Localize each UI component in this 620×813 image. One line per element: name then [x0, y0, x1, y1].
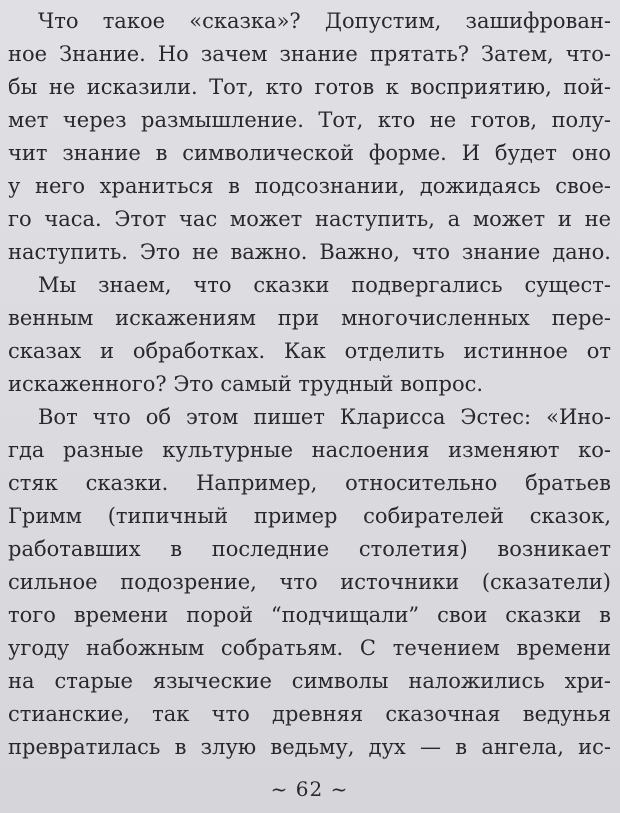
text-line: сильное подозрение, что источники (сказатели): [8, 570, 611, 594]
text-line: превратилась в злую ведьму, дух — в ангела, ис-: [8, 735, 611, 759]
text-line: стианские, так что древняя сказочная ведунья: [8, 702, 611, 726]
text-line: наступить. Это не важно. Важно, что знание дано.: [8, 240, 611, 264]
text-line: венным искажениям при многочисленных пере-: [8, 306, 611, 330]
text-line: гда разные культурные наслоения изменяют ко-: [8, 438, 611, 462]
text-line: стяк сказки. Например, относительно братьев: [8, 471, 611, 495]
paragraph: [8, 401, 611, 764]
text-line: Вот что об этом пишет Кларисса Эстес: «Ино-: [38, 405, 611, 429]
text-line: у него храниться в подсознании, дожидаясь свое-: [8, 174, 611, 198]
text-line: угоду набожным собратьям. С течением времени: [8, 636, 611, 660]
paragraph: [8, 269, 611, 401]
paragraph: [8, 5, 611, 269]
text-line: того времени порой “подчищали” свои сказки в: [8, 603, 611, 627]
text-line: работавших в последние столетия) возникает: [8, 537, 611, 561]
text-line: чит знание в символической форме. И будет оно: [8, 141, 611, 165]
text-line: сказах и обработках. Как отделить истинное от: [8, 339, 611, 363]
text-line: Гримм (типичный пример собирателей сказок,: [8, 504, 611, 528]
text-block: [8, 5, 611, 764]
text-line: го часа. Этот час может наступить, а может и не: [8, 207, 611, 231]
text-line: ное Знание. Но зачем знание прятать? Затем, что-: [8, 42, 611, 66]
text-line: Что такое «сказка»? Допустим, зашифрован-: [38, 9, 611, 33]
text-line: Мы знаем, что сказки подвергались сущест-: [38, 273, 611, 297]
text-line: на старые языческие символы наложились хри-: [8, 669, 611, 693]
text-line: мет через размышление. Тот, кто не готов, полу-: [8, 108, 611, 132]
text-line: искаженного? Это самый трудный вопрос.: [8, 372, 484, 396]
text-line: бы не исказили. Тот, кто готов к восприятию, пой-: [8, 75, 611, 99]
page-number: ~ 62 ~: [270, 777, 349, 801]
